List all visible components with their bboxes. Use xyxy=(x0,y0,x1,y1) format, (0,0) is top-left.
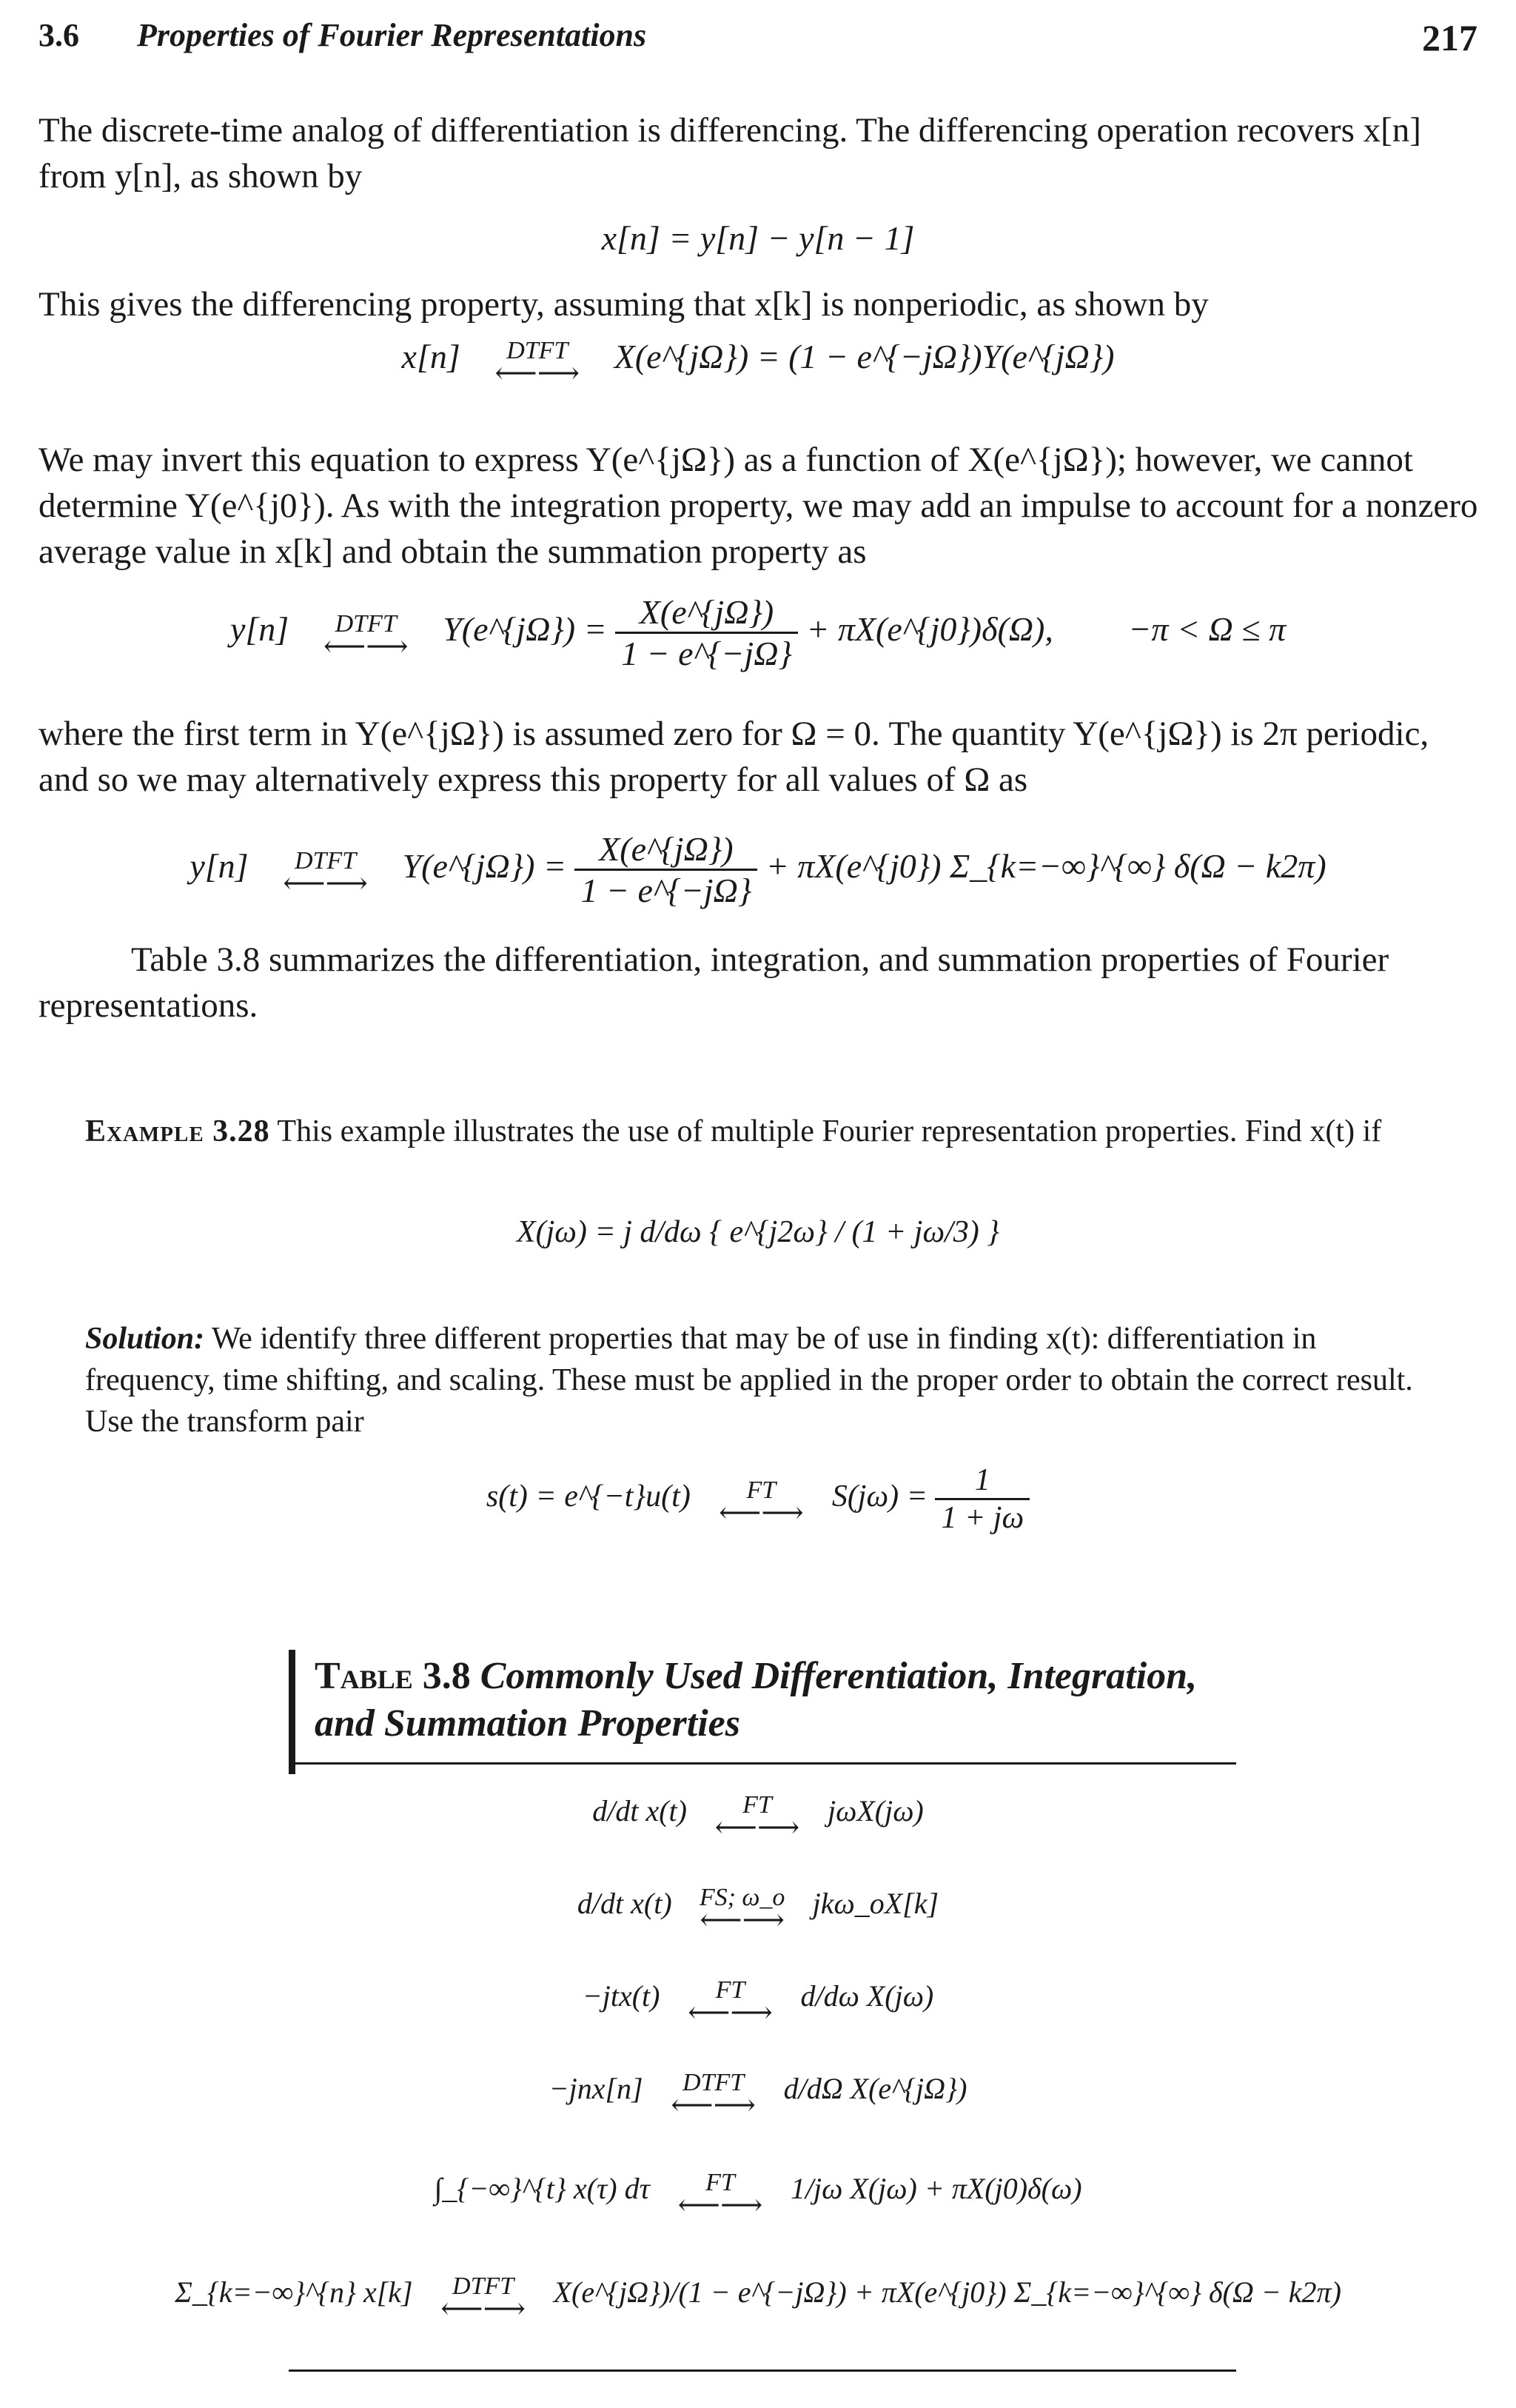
table-row-arrow-label: DTFT xyxy=(682,2069,745,2096)
solution-label: Solution: xyxy=(85,1322,205,1356)
pair-rhs-a: S(jω) = xyxy=(831,1479,928,1514)
table-row-arrow xyxy=(694,1791,820,1844)
table-row-lhs: d/dt x(t) xyxy=(577,1887,672,1921)
eq2-rhs: X(e^{jΩ}) = (1 − e^{−jΩ})Y(e^{jΩ}) xyxy=(614,338,1115,375)
example-given-equation: X(jω) = j d/dω { e^{j2ω} / (1 + jω/3) } xyxy=(516,1215,1000,1249)
eq4-arrow-label: DTFT xyxy=(294,846,357,874)
solution-text: We identify three different properties that may be of use in finding x(t): differentiation in frequency, time shifting, and scaling. These must be applied in the proper order to obtain the correct result. Use the transform pair xyxy=(85,1322,1413,1439)
table-row xyxy=(0,2169,1516,2221)
table-row-rhs: X(e^{jΩ})/(1 − e^{−jΩ}) + πX(e^{j0}) Σ_{k=−∞}^{∞} δ(Ω − k2π) xyxy=(553,2275,1341,2310)
table-row-arrow xyxy=(651,2069,777,2121)
double-arrow-icon: ⟵⟶ xyxy=(718,1495,804,1529)
eq4-fraction xyxy=(574,829,757,910)
double-arrow-icon: ⟵⟶ xyxy=(440,2292,526,2325)
double-arrow-icon: ⟵⟶ xyxy=(700,1903,785,1936)
paragraph-differencing-property: This gives the differencing property, assuming that x[k] is nonperiodic, as shown by xyxy=(38,285,1209,324)
double-arrow-icon: ⟵⟶ xyxy=(323,629,409,663)
eq3-rhs-a: Y(e^{jΩ}) = xyxy=(443,610,607,649)
eq4-rhs-a: Y(e^{jΩ}) = xyxy=(402,847,566,886)
table-row-arrow-label: DTFT xyxy=(452,2272,514,2300)
table-row xyxy=(0,1884,1516,1936)
pair-fraction xyxy=(935,1462,1030,1536)
equation-differencing-property xyxy=(0,337,1516,390)
paragraph-periodic: where the first term in Y(e^{jΩ}) is assumed zero for Ω = 0. The quantity Y(e^{jΩ}) is 2π periodic, and so we may alternatively express this property for all values of Ω as xyxy=(38,715,1429,799)
table-bottom-rule xyxy=(289,2369,1236,2372)
table-row-arrow xyxy=(657,2169,783,2221)
table-row-arrow-label: FT xyxy=(715,1976,745,2004)
eq3-rhs-b: + πX(e^{j0})δ(Ω), xyxy=(806,610,1053,649)
table-row xyxy=(0,1976,1516,2029)
eq3-denominator: 1 − e^{−jΩ} xyxy=(621,635,792,672)
table-row-arrow xyxy=(667,1976,793,2029)
table-row xyxy=(0,2272,1516,2325)
table-row-arrow-label: FT xyxy=(705,2169,735,2196)
double-arrow-icon: ⟵⟶ xyxy=(671,2088,756,2121)
equation-differencing: x[n] = y[n] − y[n − 1] xyxy=(601,219,915,257)
table-row-lhs: −jnx[n] xyxy=(549,2072,643,2106)
table-row-arrow xyxy=(680,1884,805,1936)
table-row-rhs: 1/jω X(jω) + πX(j0)δ(ω) xyxy=(790,2172,1082,2206)
table-row-lhs: d/dt x(t) xyxy=(592,1794,687,1828)
section-number: 3.6 xyxy=(38,17,79,53)
example-solution xyxy=(85,1318,1432,1442)
table-row-rhs: d/dΩ X(e^{jΩ}) xyxy=(783,2072,967,2106)
eq4-lhs: y[n] xyxy=(190,847,249,886)
double-arrow-icon: ⟵⟶ xyxy=(494,356,580,390)
table-row-arrow-label: FS; ω_o xyxy=(699,1884,785,1911)
table-label: Table 3.8 xyxy=(315,1655,471,1697)
example-label: Example 3.28 xyxy=(85,1114,270,1148)
page-number: 217 xyxy=(1422,17,1478,58)
table-row-rhs: jkω_oX[k] xyxy=(812,1887,939,1921)
eq4-denominator: 1 − e^{−jΩ} xyxy=(580,872,752,909)
paragraph-table-summary: Table 3.8 summarizes the differentiation, integration, and summation properties of Fourier representations. xyxy=(38,940,1389,1025)
table-row-rhs: d/dω X(jω) xyxy=(800,1979,934,2013)
eq4-numerator: X(e^{jΩ}) xyxy=(574,829,757,871)
example-transform-pair xyxy=(0,1462,1516,1536)
table-title-bar xyxy=(289,1650,295,1774)
eq4-arrow xyxy=(264,846,386,900)
table-row-lhs: ∫_{−∞}^{t} x(τ) dτ xyxy=(434,2172,650,2206)
double-arrow-icon: ⟵⟶ xyxy=(677,2188,763,2221)
eq3-condition: −π < Ω ≤ π xyxy=(1128,610,1287,649)
eq4-rhs-b: + πX(e^{j0}) Σ_{k=−∞}^{∞} δ(Ω − k2π) xyxy=(765,847,1326,886)
equation-summation-property xyxy=(0,592,1516,673)
pair-arrow xyxy=(705,1476,816,1529)
eq3-fraction xyxy=(615,592,798,673)
eq3-lhs: y[n] xyxy=(229,610,289,649)
pair-arrow-label: FT xyxy=(746,1476,777,1504)
section-title: Properties of Fourier Representations xyxy=(137,17,647,53)
paragraph-invert: We may invert this equation to express Y(e^{jΩ}) as a function of X(e^{jΩ}); however, we cannot determine Y(e^{j0}). As with the integration property, we may add an impulse to account for a nonzero average value in x[k] and obtain the summation property as xyxy=(38,441,1478,571)
table-row-rhs: jωX(jω) xyxy=(827,1794,924,1828)
example-text: This example illustrates the use of multiple Fourier representation properties. Find x(t) if xyxy=(277,1114,1382,1148)
double-arrow-icon: ⟵⟶ xyxy=(714,1810,800,1844)
table-title xyxy=(315,1653,1262,1748)
table-row-arrow-label: FT xyxy=(742,1791,772,1819)
pair-numerator: 1 xyxy=(935,1462,1030,1500)
example-3-28 xyxy=(85,1111,1432,1152)
table-row-lhs: −jtx(t) xyxy=(582,1979,660,2013)
table-row xyxy=(0,1791,1516,1844)
table-caption: Commonly Used Differentiation, Integration, and Summation Properties xyxy=(315,1655,1198,1745)
eq3-numerator: X(e^{jΩ}) xyxy=(615,592,798,634)
eq2-arrow xyxy=(476,337,598,390)
eq2-lhs: x[n] xyxy=(401,338,460,375)
equation-summation-periodic xyxy=(0,829,1516,910)
table-row-lhs: Σ_{k=−∞}^{n} x[k] xyxy=(175,2275,413,2310)
paragraph-differencing: The discrete-time analog of differentiation is differencing. The differencing operation recovers x[n] from y[n], as shown by xyxy=(38,111,1421,195)
table-row xyxy=(0,2069,1516,2121)
eq3-arrow xyxy=(305,609,427,663)
table-top-rule xyxy=(289,1762,1236,1765)
pair-denominator: 1 + jω xyxy=(941,1501,1024,1535)
eq3-arrow-label: DTFT xyxy=(335,609,397,638)
eq2-arrow-label: DTFT xyxy=(506,337,568,365)
double-arrow-icon: ⟵⟶ xyxy=(283,866,368,900)
table-row-arrow xyxy=(420,2272,546,2325)
pair-lhs: s(t) = e^{−t}u(t) xyxy=(486,1479,691,1514)
double-arrow-icon: ⟵⟶ xyxy=(688,1996,773,2029)
